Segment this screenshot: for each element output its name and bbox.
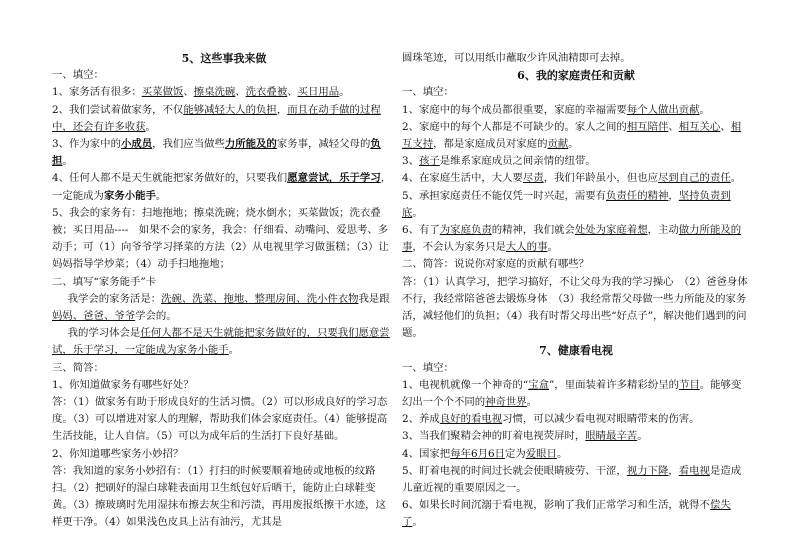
answer: 孩子 bbox=[419, 155, 440, 168]
answer: 爱眼日 bbox=[525, 447, 557, 460]
answer: 处处为家庭着想 bbox=[574, 224, 648, 237]
text: 是造成儿童近视的重要原因之一。 bbox=[402, 464, 742, 495]
answer: 尽到自己的责任 bbox=[658, 172, 731, 185]
right-q5 bbox=[402, 188, 750, 222]
answer: 负担 bbox=[52, 138, 381, 168]
text: 、 bbox=[668, 120, 679, 133]
text: 6、有了 bbox=[402, 224, 440, 237]
answer: 宝盒 bbox=[528, 378, 549, 391]
answer: 每个人做出贡献 bbox=[626, 103, 700, 116]
answer: 买菜做饭 bbox=[141, 86, 184, 99]
right-continuation: 圆珠笔迹，可以用纸巾蘸取少许风油精即可去掉。 bbox=[402, 52, 631, 64]
text: 、 bbox=[287, 86, 298, 99]
text: 5、承担家庭责任不能仅凭一时兴起，需要有 bbox=[402, 189, 607, 202]
card-skills bbox=[52, 291, 396, 325]
lesson-5-title: 5、这些事我来做 bbox=[181, 52, 267, 65]
left-a1-question: 1、你知道做家务有哪些好处？ bbox=[52, 378, 194, 391]
text: 。 bbox=[145, 120, 156, 133]
answer: 看电视 bbox=[678, 464, 710, 477]
text: 、 bbox=[183, 86, 194, 99]
answer: 洗衣叠被 bbox=[245, 86, 288, 99]
answer: 大人的事 bbox=[505, 241, 548, 254]
text: 。 bbox=[339, 86, 350, 99]
text: 是维系家庭成员之间亲情的纽带。 bbox=[439, 155, 596, 168]
section-fill-blank: 一、填空： bbox=[52, 69, 104, 82]
text: 。 bbox=[62, 155, 73, 168]
section-fill-blank: 一、填空： bbox=[402, 86, 454, 99]
text: ， bbox=[668, 464, 679, 477]
text: 学会的。 bbox=[135, 310, 177, 323]
answer: 视力下降 bbox=[626, 464, 669, 477]
text: ， bbox=[668, 189, 679, 202]
answer: 妈妈、爸爸、爷爷 bbox=[52, 310, 136, 323]
section-fill-blank: 一、填空： bbox=[402, 361, 454, 374]
answer: 能够减轻大人的负担 bbox=[183, 103, 277, 116]
answer: 愿意尝试，乐于学习 bbox=[287, 172, 381, 185]
left-a2-answer: 答：我知道的家务小妙招有：（1）打扫的时候要顺着地砖或地板的纹路扫。（2）把刷好的湿白球鞋表面用卫生纸包好后晒干，能防止白球鞋变黄。（3）擦玻璃时先用湿抹布擦去灰尘和污渍，再用废报纸擦干水迹，这样更干净。（4）如果浅色皮具上沾有油污，尤其是 bbox=[52, 464, 386, 529]
text: 2、我们尝试着做家务，不仅 bbox=[52, 103, 184, 116]
right-q4 bbox=[402, 170, 750, 187]
section-short-answer: 二、简答：说说你对家庭的贡献有哪些？ bbox=[402, 258, 590, 271]
left-q4 bbox=[52, 170, 396, 204]
answer: 良好的看电视 bbox=[439, 413, 503, 426]
answer: 偿失了 bbox=[402, 499, 731, 529]
left-a1-answer: 答：（1）做家务有助于形成良好的生活习惯。（2）可以形成良好的学习态度。（3）可以增进对家人的理解，帮助我们体会家庭责任。（4）能够提高生活技能，让人自信。（5）可以为成年后的生活打下良好基础。 bbox=[52, 396, 388, 443]
left-column bbox=[52, 50, 396, 532]
right-answer: 答：（1）认真学习，把学习搞好，不让父母为我的学习操心 （2）爸爸身体不行，我经常陪爸爸去锻炼身体 （3）我经常帮父母做一些力所能及的家务活，减轻他们的负担；（4）我有时帮父母出些“好点子”，解决他们遇到的问题。 bbox=[402, 275, 748, 340]
left-q2 bbox=[52, 102, 396, 136]
answer: 尽责 bbox=[522, 172, 544, 185]
answer: 相互支持 bbox=[402, 120, 742, 151]
left-q5: 5、我会的家务有：扫地拖地；擦桌洗碗；烧水倒水；买菜做饭；洗衣叠被；买日用品---- 如果不会的家务，我会：仔细看、动嘴问、爱思考、多动手；可（1）向爷爷学习择菜的方法（2）从电视里学习做蛋糕；（3）让妈妈指导学炒菜；（4）动手扫地拖地； bbox=[52, 206, 389, 271]
text: 。 bbox=[155, 189, 167, 202]
answer: 坚持负责到底 bbox=[402, 189, 731, 219]
answer: 任何人都不是天生就能把家务做好的，只要我们愿意尝试，乐于学习，一定能成为家务小能手 bbox=[52, 327, 390, 357]
answer: 做力所能及的事 bbox=[402, 224, 742, 254]
text: ”，里面装着许多精彩纷呈的 bbox=[549, 378, 679, 391]
text: 3、当我们聚精会神的盯着电视荧屏时， bbox=[402, 430, 586, 443]
text: 3、作为家中的 bbox=[52, 138, 121, 151]
tv-q4 bbox=[402, 446, 750, 463]
answer: 节目 bbox=[679, 378, 700, 391]
text: 4、在家庭生活中，大人要 bbox=[402, 172, 523, 185]
text: 。 bbox=[412, 516, 423, 529]
left-q1 bbox=[52, 84, 396, 101]
text: 。 bbox=[526, 396, 538, 409]
answer: 相互关心 bbox=[678, 120, 721, 133]
text: 。 bbox=[556, 447, 568, 460]
text: 。 bbox=[730, 172, 742, 185]
right-q6 bbox=[402, 222, 750, 256]
text: ，不会认为家务只是 bbox=[412, 241, 506, 254]
text: 。 bbox=[412, 206, 423, 219]
left-q3 bbox=[52, 136, 396, 170]
text: 6、如果长时间沉溺于看电视，影响了我们正常学习和生活，就得不 bbox=[402, 499, 710, 512]
section-short-answer: 三、简答： bbox=[52, 361, 104, 374]
tv-q6 bbox=[402, 497, 750, 531]
answer: 相互陪伴 bbox=[626, 120, 669, 133]
text: 。能够变幻出一个个不同的 bbox=[402, 378, 742, 409]
text: 5、盯着电视的时间过长就会使眼睛疲劳、干涩， bbox=[402, 464, 627, 477]
text: 、 bbox=[720, 120, 731, 133]
lesson-6-title: 6、我的家庭责任和贡献 bbox=[517, 69, 635, 83]
text: 。 bbox=[699, 103, 710, 116]
answer: 负责任的精神 bbox=[606, 189, 669, 202]
left-a2-question: 2、你知道哪些家务小妙招？ bbox=[52, 447, 184, 460]
card-experience bbox=[52, 325, 396, 359]
answer: 力所能及的 bbox=[224, 138, 277, 151]
text: 3、 bbox=[402, 155, 420, 168]
answer: 家务小能手 bbox=[103, 189, 156, 202]
tv-q5 bbox=[402, 463, 750, 497]
answer: 而且在动手做的过程中，还会有许多收获 bbox=[52, 103, 381, 133]
text: 4、任何人都不是天生就能把家务做好的，只要我们 bbox=[52, 172, 288, 185]
text: 1、家庭中的每个成员都很重要，家庭的幸福需要 bbox=[402, 103, 627, 116]
tv-q2 bbox=[402, 411, 750, 428]
text: 、 bbox=[235, 86, 246, 99]
right-q3 bbox=[402, 153, 750, 170]
right-column bbox=[402, 50, 750, 532]
text: 。 bbox=[547, 241, 558, 254]
answer: 眼睛最辛苦 bbox=[585, 430, 638, 443]
answer: 买日用品 bbox=[297, 86, 340, 99]
right-q1 bbox=[402, 102, 750, 119]
text: 。 bbox=[568, 138, 579, 151]
text: ，都是家庭成员对家庭的 bbox=[433, 138, 548, 151]
text: ，主动 bbox=[647, 224, 679, 237]
lesson-7-title: 7、健康看电视 bbox=[539, 344, 613, 358]
answer: 神奇世界 bbox=[485, 396, 527, 409]
text: 家务事，减轻父母的 bbox=[276, 138, 371, 151]
text: 我是跟 bbox=[358, 292, 390, 305]
answer: 贡献 bbox=[547, 138, 569, 151]
text: 习惯，可以减少看电视对眼睛带来的伤害。 bbox=[502, 413, 700, 426]
answer: 为家庭负责 bbox=[439, 224, 492, 237]
text: ，一定能成为 bbox=[52, 172, 392, 202]
text: 2、家庭中的每个人都是不可缺少的。家人之间的 bbox=[402, 120, 627, 133]
text: ，我们年龄虽小，但也应 bbox=[543, 172, 658, 185]
answer: 每年6月6日 bbox=[450, 447, 505, 460]
answer: 小成员 bbox=[120, 138, 153, 151]
text: 我学会的家务活是： bbox=[67, 292, 162, 305]
answer: 洗碗、洗菜、拖地、整理房间、洗小件衣物 bbox=[161, 292, 359, 305]
section-card: 二、填写“家务能手”卡 bbox=[52, 275, 157, 288]
right-q2 bbox=[402, 119, 750, 153]
tv-q3 bbox=[402, 428, 750, 445]
text: 。 bbox=[228, 344, 240, 357]
text: 。 bbox=[637, 430, 648, 443]
tv-q1 bbox=[402, 377, 750, 411]
text: 1、家务活有很多： bbox=[52, 86, 142, 99]
text: 1、电视机就像一个神奇的“ bbox=[402, 378, 529, 391]
text: ， bbox=[276, 103, 288, 116]
text: 4、国家把 bbox=[402, 447, 451, 460]
text: ，我们应当做些 bbox=[152, 138, 225, 151]
text: 我的学习体会是 bbox=[67, 327, 141, 340]
text: 2、养成 bbox=[402, 413, 440, 426]
text: 的精神，我们就会 bbox=[491, 224, 575, 237]
answer: 擦桌洗碗 bbox=[193, 86, 236, 99]
text: 定为 bbox=[504, 447, 526, 460]
